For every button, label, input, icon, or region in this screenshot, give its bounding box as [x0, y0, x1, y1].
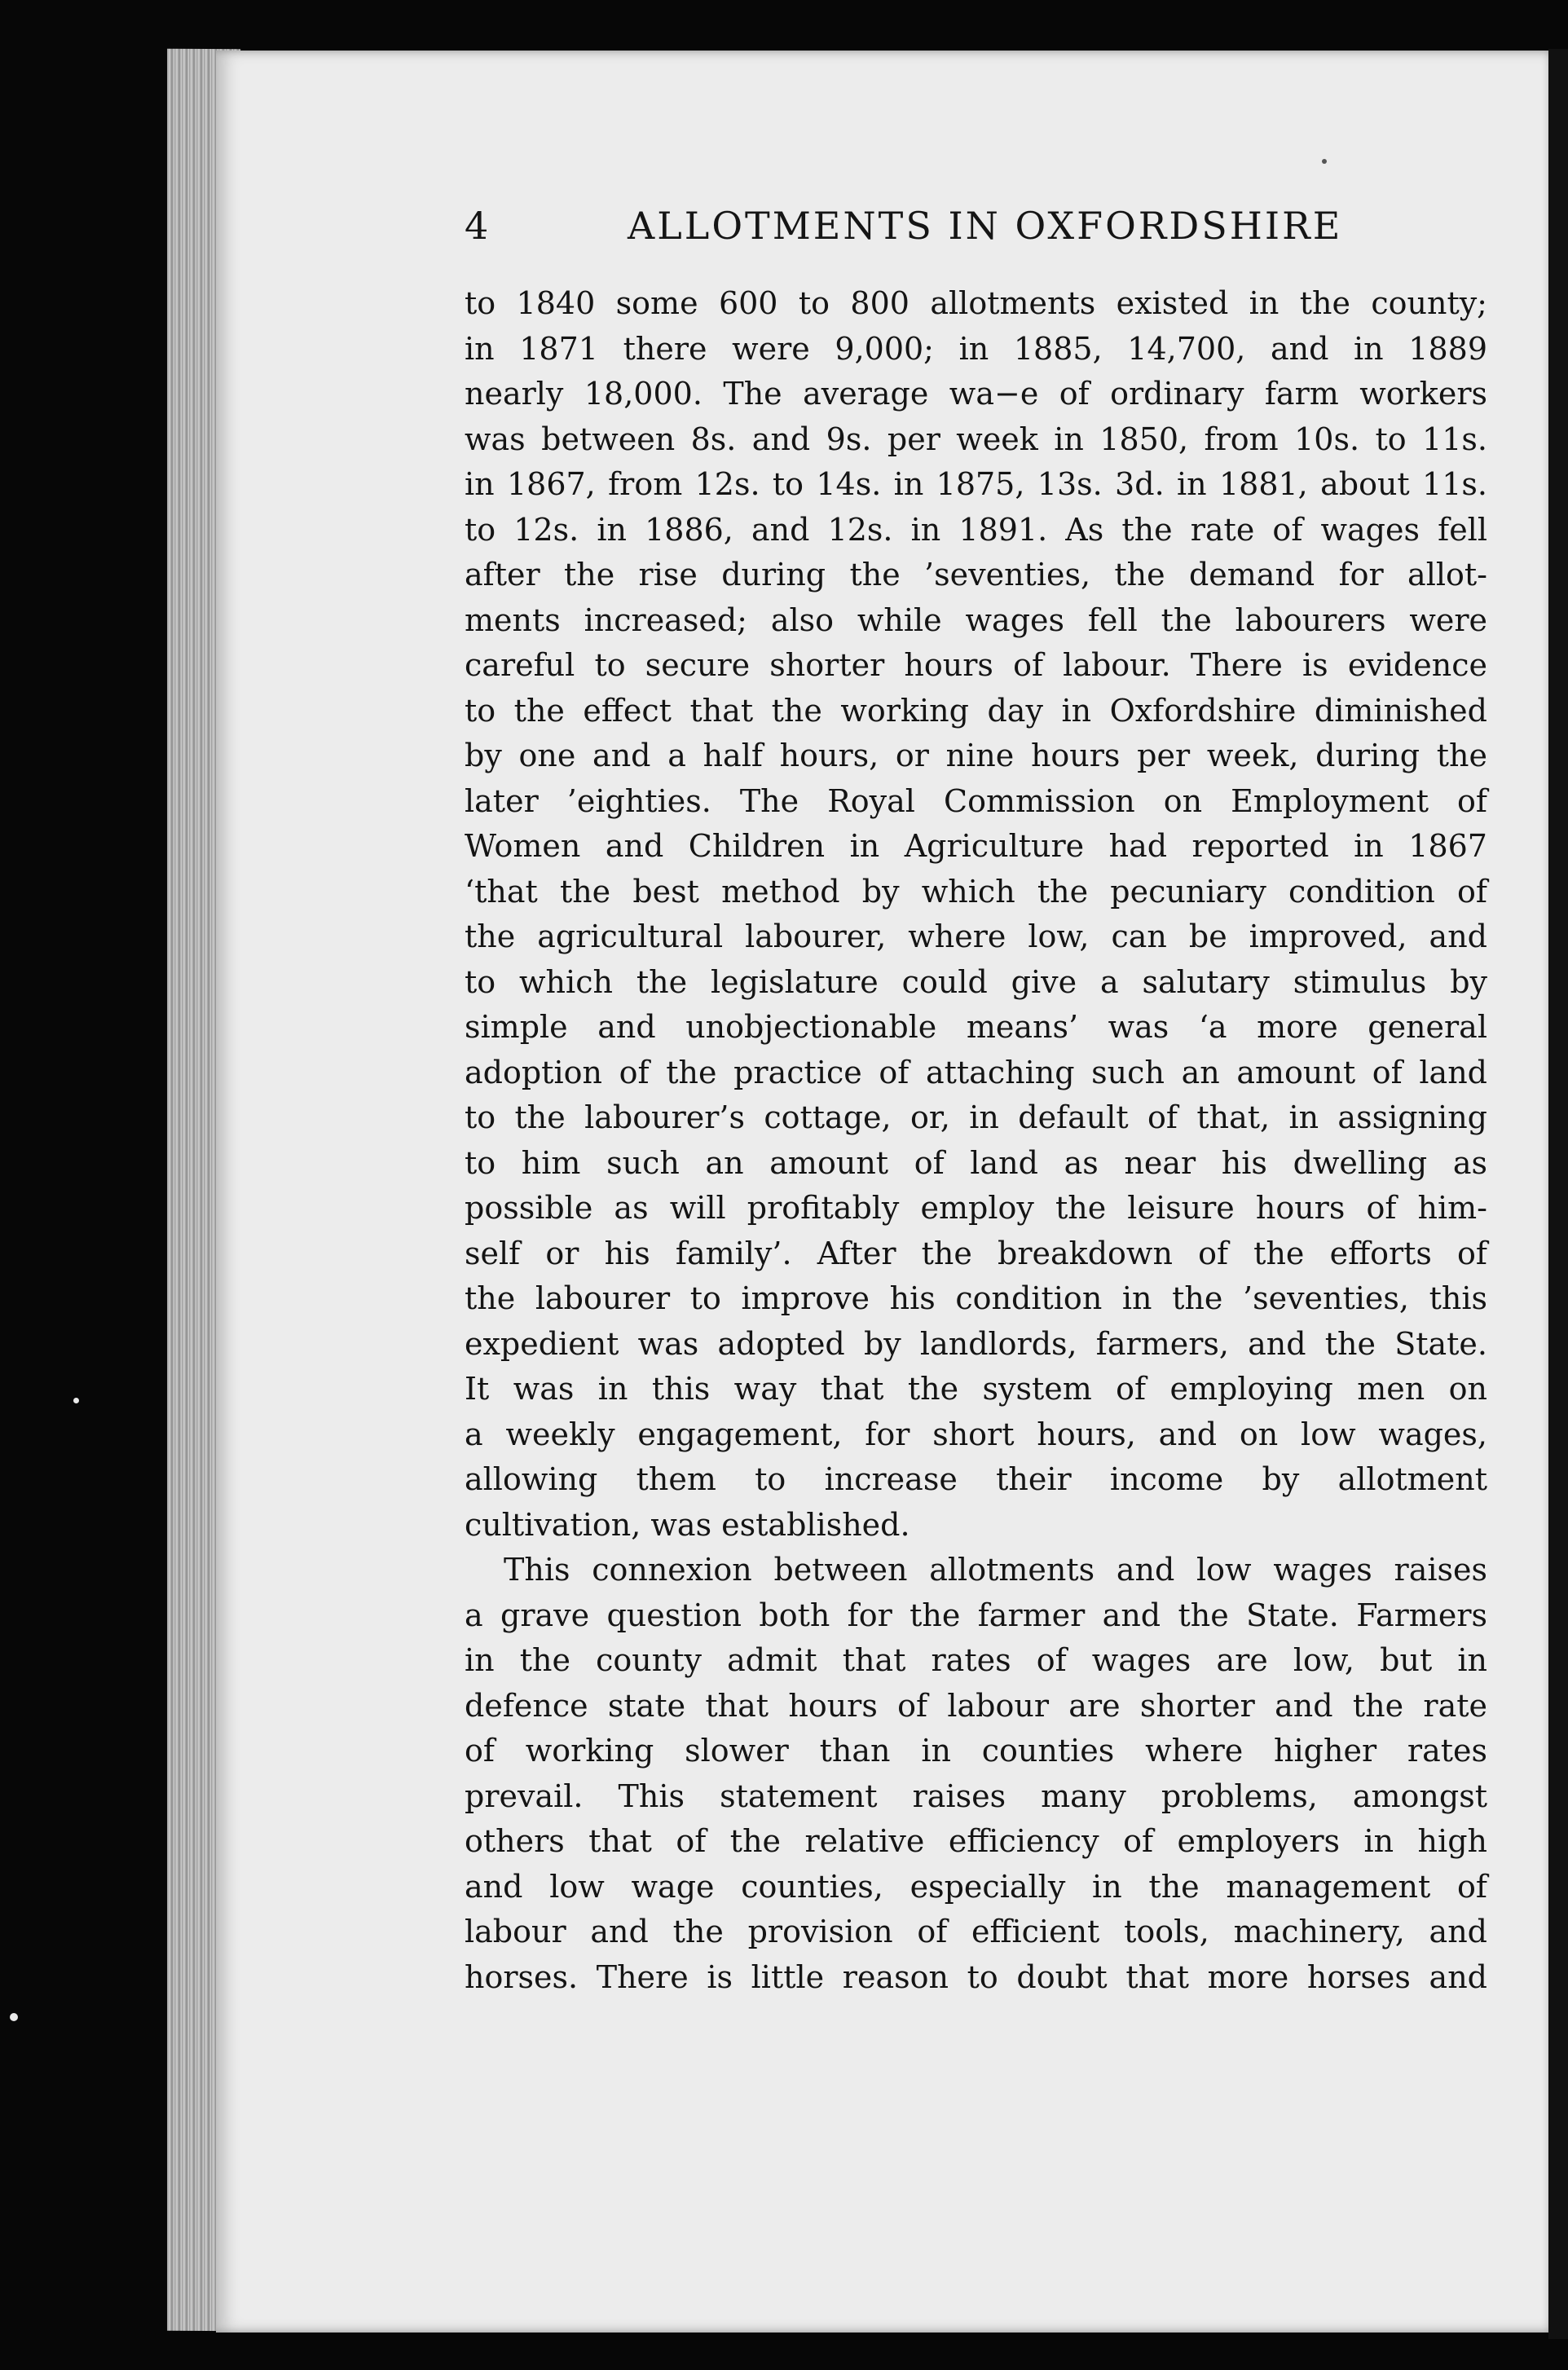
text-line: careful to secure shorter hours of labour. There is evidence	[465, 647, 1487, 683]
scan-speck	[1322, 159, 1327, 164]
page-number: 4	[465, 204, 490, 248]
text-line: in 1871 there were 9,000; in 1885, 14,700, and in 1889	[465, 330, 1487, 367]
text-line: of working slower than in counties where higher rates	[465, 1733, 1487, 1769]
text-line: expedient was adopted by landlords, farmers, and the State.	[465, 1325, 1487, 1362]
text-line: horses. There is little reason to doubt that more horses and	[465, 1958, 1487, 1995]
text-line: allowing them to increase their income by allotment	[465, 1461, 1487, 1497]
text-line: in the county admit that rates of wages are low, but in	[465, 1642, 1487, 1678]
text-line: to him such an amount of land as near his dwelling as	[465, 1144, 1487, 1181]
text-line: to which the legislature could give a salutary stimulus by	[465, 963, 1487, 1000]
text-line: nearly 18,000. The average wa−e of ordinary farm workers	[465, 376, 1487, 412]
body-text	[465, 281, 1487, 2000]
text-line: after the rise during the ’seventies, the demand for allot-	[465, 557, 1487, 592]
scan-speck	[10, 2013, 18, 2021]
text-line: prevail. This statement raises many problems, amongst	[465, 1778, 1487, 1814]
running-head	[465, 204, 1483, 261]
text-line: was between 8s. and 9s. per week in 1850, from 10s. to 11s.	[465, 421, 1487, 457]
text-line: to the labourer’s cottage, or, in default of that, in assigning	[465, 1099, 1487, 1135]
running-title: ALLOTMENTS IN OXFORDSHIRE	[628, 204, 1343, 248]
paragraph-2	[465, 1548, 1487, 2000]
text-line: to 1840 some 600 to 800 allotments existed in the county;	[465, 285, 1487, 321]
scan-speck	[73, 1398, 79, 1403]
paragraph-1	[465, 281, 1487, 1548]
text-line: self or his family’. After the breakdown of the efforts of	[465, 1235, 1487, 1271]
text-line: Women and Children in Agriculture had reported in 1867	[465, 828, 1487, 864]
text-line: This connexion between allotments and low wages raises	[504, 1552, 1487, 1588]
text-line: to 12s. in 1886, and 12s. in 1891. As the rate of wages fell	[465, 511, 1487, 548]
dark-margin	[1548, 49, 1568, 2339]
text-line: cultivation, was established.	[465, 1506, 910, 1543]
text-line: It was in this way that the system of employing men on	[465, 1371, 1487, 1407]
text-line: ments increased; also while wages fell the labourers were	[465, 601, 1487, 638]
text-line: a grave question both for the farmer and the State. Farmers	[465, 1597, 1487, 1633]
text-line: the agricultural labourer, where low, can be improved, and	[465, 918, 1487, 954]
text-line: the labourer to improve his condition in the ’seventies, this	[465, 1280, 1487, 1316]
text-line: defence state that hours of labour are shorter and the rate	[465, 1687, 1487, 1724]
text-line: later ’eighties. The Royal Commission on Employment of	[465, 782, 1487, 819]
text-line: labour and the provision of efficient tools, machinery, and	[465, 1914, 1487, 1949]
text-line: to the effect that the working day in Oxfordshire diminished	[465, 692, 1487, 729]
text-line: a weekly engagement, for short hours, and on low wages,	[465, 1416, 1487, 1452]
text-line: ‘that the best method by which the pecuniary condition of	[465, 873, 1487, 910]
text-line: adoption of the practice of attaching such an amount of land	[465, 1054, 1487, 1090]
text-line: in 1867, from 12s. to 14s. in 1875, 13s. 3d. in 1881, about 11s.	[465, 466, 1487, 502]
text-line: possible as will profitably employ the leisure hours of him-	[465, 1190, 1487, 1226]
text-line: and low wage counties, especially in the management of	[465, 1868, 1487, 1905]
text-line: by one and a half hours, or nine hours per week, during the	[465, 738, 1487, 773]
text-line: simple and unobjectionable means’ was ‘a more general	[465, 1009, 1487, 1045]
text-line: others that of the relative efficiency of employers in high	[465, 1823, 1487, 1859]
